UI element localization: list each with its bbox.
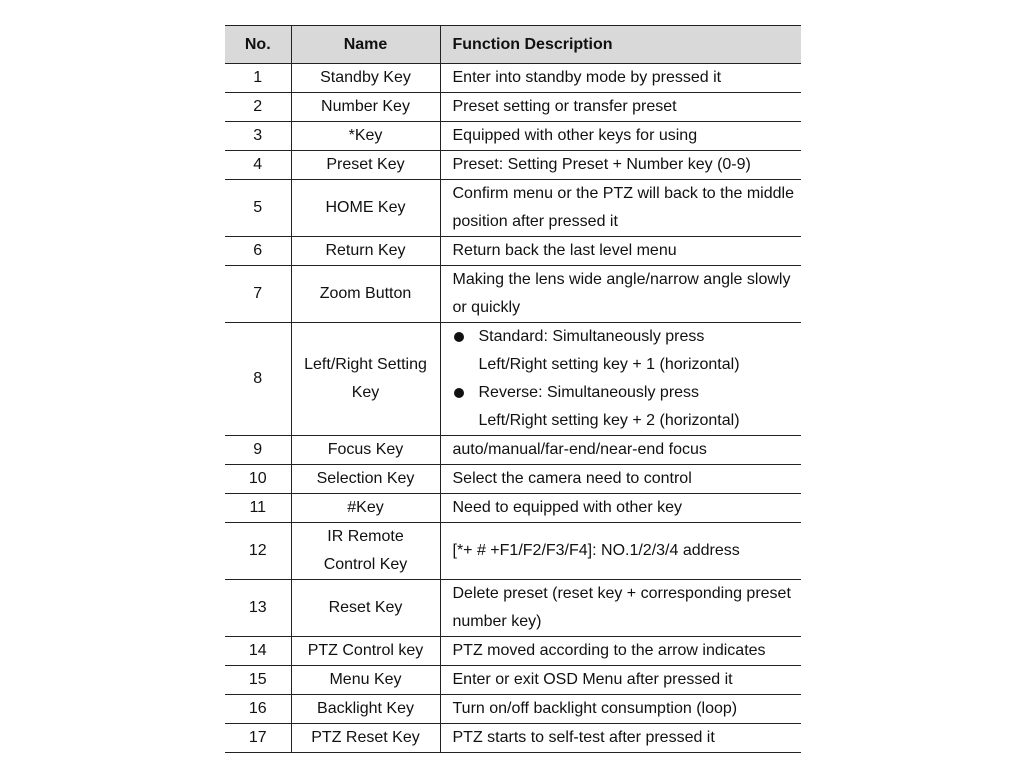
- row-number: 3: [225, 122, 291, 151]
- table-row: [225, 523, 801, 580]
- key-description-bullets: [440, 323, 801, 436]
- key-name: Zoom Button: [291, 266, 440, 323]
- row-number: 12: [225, 523, 291, 580]
- table-row: [225, 93, 801, 122]
- key-description: Enter into standby mode by pressed it: [440, 64, 801, 93]
- table-row: [225, 266, 801, 323]
- key-description: PTZ moved according to the arrow indicates: [440, 637, 801, 666]
- key-description: Enter or exit OSD Menu after pressed it: [440, 666, 801, 695]
- key-description: Preset setting or transfer preset: [440, 93, 801, 122]
- key-name: Standby Key: [291, 64, 440, 93]
- table-row: [225, 465, 801, 494]
- key-name: #Key: [291, 494, 440, 523]
- row-number: 4: [225, 151, 291, 180]
- key-description: PTZ starts to self-test after pressed it: [440, 724, 801, 753]
- key-name: Number Key: [291, 93, 440, 122]
- table-header-row: [225, 26, 801, 64]
- table-row: [225, 436, 801, 465]
- row-number: 13: [225, 580, 291, 637]
- header-function-description: Function Description: [440, 26, 801, 64]
- row-number: 9: [225, 436, 291, 465]
- function-table: [225, 25, 801, 753]
- row-number: 8: [225, 323, 291, 436]
- row-number: 5: [225, 180, 291, 237]
- table-row: [225, 494, 801, 523]
- key-description: Making the lens wide angle/narrow angle slowly or quickly: [440, 266, 801, 323]
- table-row: [225, 323, 801, 436]
- row-number: 1: [225, 64, 291, 93]
- key-name: Preset Key: [291, 151, 440, 180]
- key-description: Select the camera need to control: [440, 465, 801, 494]
- key-name: PTZ Control key: [291, 637, 440, 666]
- bullet-text: Standard: Simultaneously press: [478, 328, 705, 345]
- bullet-dot-icon: [454, 388, 464, 398]
- row-number: 14: [225, 637, 291, 666]
- key-name: *Key: [291, 122, 440, 151]
- key-name: Left/Right Setting Key: [291, 323, 440, 436]
- table-row: [225, 151, 801, 180]
- key-name: PTZ Reset Key: [291, 724, 440, 753]
- table-row: [225, 237, 801, 266]
- key-description: Confirm menu or the PTZ will back to the middle position after pressed it: [440, 180, 801, 237]
- bullet-continuation: Left/Right setting key + 2 (horizontal): [478, 412, 740, 429]
- key-name: Menu Key: [291, 666, 440, 695]
- header-name: Name: [291, 26, 440, 64]
- table-row: [225, 64, 801, 93]
- bullet-item: [453, 379, 798, 407]
- key-description: [*+ # +F1/F2/F3/F4]: NO.1/2/3/4 address: [440, 523, 801, 580]
- bullet-dot-icon: [454, 332, 464, 342]
- key-description: Delete preset (reset key + corresponding preset number key): [440, 580, 801, 637]
- header-no: No.: [225, 26, 291, 64]
- key-description: Equipped with other keys for using: [440, 122, 801, 151]
- table-row: [225, 695, 801, 724]
- table-row: [225, 724, 801, 753]
- row-number: 6: [225, 237, 291, 266]
- table-row: [225, 637, 801, 666]
- row-number: 17: [225, 724, 291, 753]
- table-row: [225, 666, 801, 695]
- table-row: [225, 180, 801, 237]
- row-number: 16: [225, 695, 291, 724]
- key-description: Preset: Setting Preset + Number key (0-9): [440, 151, 801, 180]
- table-row: [225, 580, 801, 637]
- row-number: 2: [225, 93, 291, 122]
- bullet-continuation: Left/Right setting key + 1 (horizontal): [478, 356, 740, 373]
- key-name: Focus Key: [291, 436, 440, 465]
- key-name: HOME Key: [291, 180, 440, 237]
- key-name: Selection Key: [291, 465, 440, 494]
- key-description: Need to equipped with other key: [440, 494, 801, 523]
- key-description: Turn on/off backlight consumption (loop): [440, 695, 801, 724]
- function-table-container: [225, 25, 801, 753]
- bullet-text: Reverse: Simultaneously press: [478, 384, 700, 401]
- key-description: Return back the last level menu: [440, 237, 801, 266]
- key-name: IR Remote Control Key: [291, 523, 440, 580]
- row-number: 11: [225, 494, 291, 523]
- key-name: Reset Key: [291, 580, 440, 637]
- key-name: Backlight Key: [291, 695, 440, 724]
- key-description: auto/manual/far-end/near-end focus: [440, 436, 801, 465]
- row-number: 7: [225, 266, 291, 323]
- key-name: Return Key: [291, 237, 440, 266]
- bullet-item: [453, 323, 798, 351]
- table-row: [225, 122, 801, 151]
- row-number: 10: [225, 465, 291, 494]
- row-number: 15: [225, 666, 291, 695]
